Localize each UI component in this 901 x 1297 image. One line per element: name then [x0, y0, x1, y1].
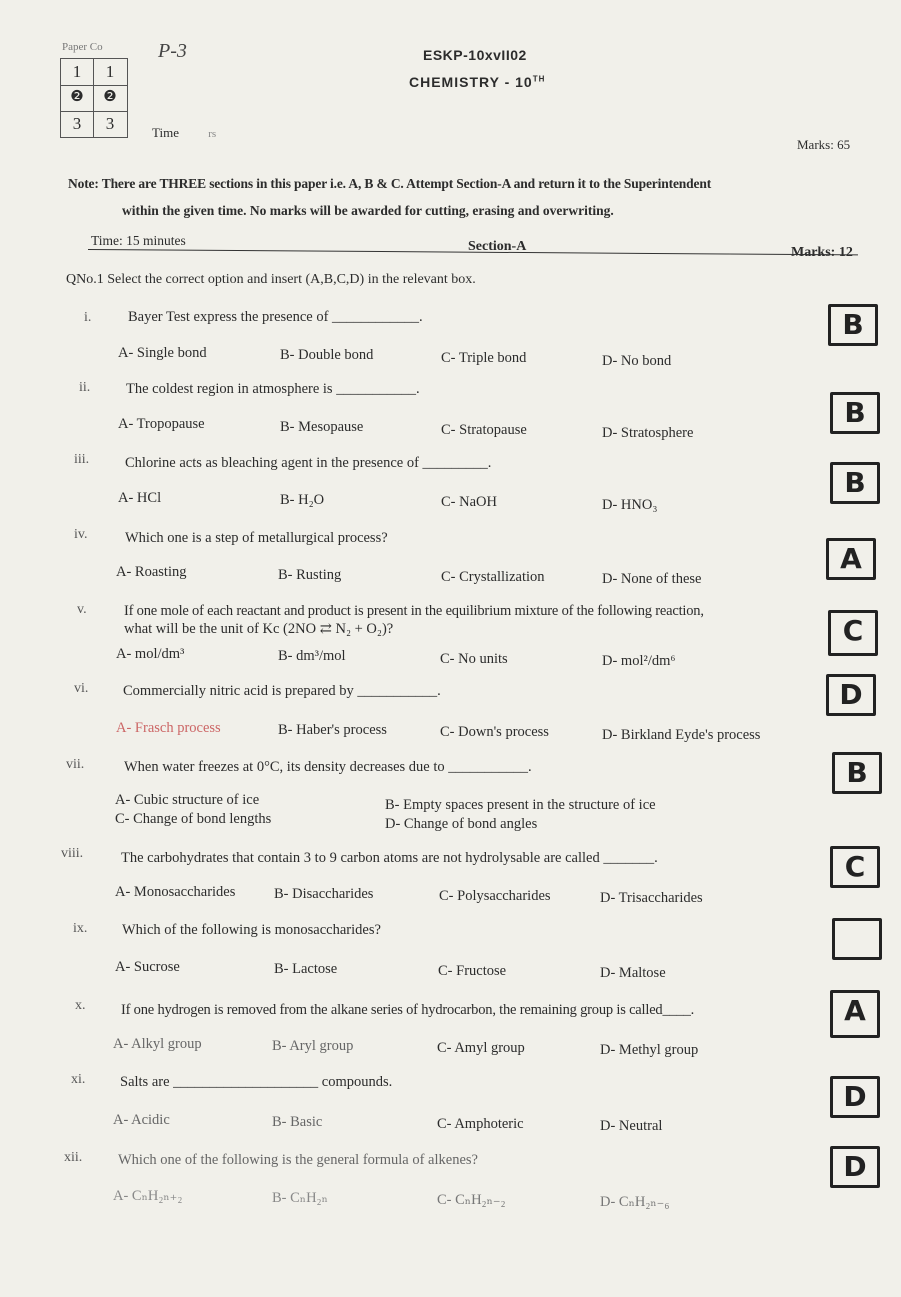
option-a: A- Acidic [113, 1112, 170, 1128]
option-c: C- Triple bond [441, 350, 527, 366]
option-a: A- mol/dm³ [116, 646, 185, 662]
option-b: B- H₂O [280, 492, 325, 508]
code-cell: 1 [105, 62, 115, 81]
option-a: A- Roasting [116, 564, 187, 580]
question-number: ix. [73, 921, 88, 936]
time-label [152, 125, 216, 141]
question-number: ii. [79, 380, 91, 395]
option-c: C- Crystallization [441, 569, 545, 585]
instruction: QNo.1 Select the correct option and insert (A,B,C,D) in the relevant box. [66, 272, 476, 287]
option-a: A- Single bond [118, 345, 207, 361]
question-number: xi. [71, 1072, 86, 1087]
code-cell: 3 [105, 114, 115, 133]
option-a: A- CₙH₂ₙ₊₂ [113, 1188, 183, 1204]
note-line-2: within the given time. No marks will be awarded for cutting, erasing and overwriting. [122, 203, 614, 218]
option-a: A- Monosaccharides [115, 884, 236, 900]
option-b: B- Double bond [280, 347, 374, 363]
answer-box[interactable]: B [832, 752, 882, 794]
option-d: D- None of these [602, 571, 702, 587]
question-number: iv. [74, 527, 88, 542]
answer-box[interactable]: C [828, 610, 878, 656]
option-b: B- dm³/mol [278, 648, 346, 664]
section-marks: Marks: 12 [791, 245, 853, 260]
option-c: C- NaOH [441, 494, 497, 510]
question-text: If one hydrogen is removed from the alkane series of hydrocarbon, the remaining group is called____. [121, 1002, 695, 1018]
option-d: D- No bond [602, 353, 672, 369]
handwritten-paper-code: P-3 [158, 40, 187, 62]
paper-code-label: Paper Co [62, 41, 103, 53]
answer-box[interactable]: A [830, 990, 880, 1038]
question-text: Salts are ____________________ compounds. [120, 1074, 393, 1090]
option-a: A- Frasch process [116, 720, 221, 736]
option-d: D- Change of bond angles [385, 816, 538, 832]
option-d: D- Trisaccharides [600, 890, 703, 906]
option-c: C- Stratopause [441, 422, 527, 438]
option-d: D- Stratosphere [602, 425, 694, 441]
question-number: vi. [74, 681, 89, 696]
section-title: Section-A [468, 239, 527, 254]
question-text: Which one is a step of metallurgical process? [125, 530, 388, 546]
question-text: Bayer Test express the presence of ____________. [128, 309, 423, 325]
answer-box[interactable]: D [830, 1146, 880, 1188]
question-text: If one mole of each reactant and product is present in the equilibrium mixture of the following reaction, [124, 603, 704, 619]
option-d: D- Neutral [600, 1118, 663, 1134]
subject-superscript: TH [532, 74, 546, 84]
option-c: C- Down's process [440, 724, 549, 740]
question-number: i. [84, 310, 92, 325]
time-label-suffix: rs [208, 128, 217, 140]
option-c: C- Amyl group [437, 1040, 525, 1056]
answer-box[interactable]: C [830, 846, 880, 888]
answer-box[interactable]: B [830, 462, 880, 504]
option-a: A- HCl [118, 490, 162, 506]
code-cell: ❷ [103, 89, 117, 105]
option-c: C- Fructose [438, 963, 507, 979]
option-b: B- Mesopause [280, 419, 364, 435]
question-text: Which of the following is monosaccharides? [122, 922, 381, 938]
subject-title [409, 74, 545, 90]
section-time: Time: 15 minutes [91, 233, 186, 248]
question-text: Chlorine acts as bleaching agent in the presence of _________. [125, 455, 492, 471]
code-cell: ❷ [70, 89, 84, 105]
option-b: B- Haber's process [278, 722, 387, 738]
option-c: C- CₙH₂ₙ₋₂ [437, 1192, 506, 1208]
option-d: D- Maltose [600, 965, 666, 981]
question-number: viii. [61, 846, 84, 861]
option-d: D- mol²/dm⁶ [602, 653, 676, 669]
option-c: C- Change of bond lengths [115, 811, 272, 827]
option-b: B- Lactose [274, 961, 338, 977]
option-b: B- CₙH₂ₙ [272, 1190, 328, 1206]
option-a: A- Tropopause [118, 416, 205, 432]
option-d: D- CₙH₂ₙ₋₆ [600, 1194, 670, 1210]
option-a: A- Alkyl group [113, 1036, 202, 1052]
option-b: B- Rusting [278, 567, 342, 583]
subject-text: CHEMISTRY - 10 [409, 74, 533, 90]
code-cell: 3 [72, 114, 82, 133]
question-text-continued: what will be the unit of Kc (2NO ⇄ N₂ + O₂)? [124, 621, 394, 637]
question-text: Commercially nitric acid is prepared by ___________. [123, 683, 441, 699]
answer-box[interactable]: B [830, 392, 880, 434]
question-number: xii. [64, 1150, 83, 1165]
option-d: D- Methyl group [600, 1042, 699, 1058]
question-text: When water freezes at 0°C, its density decreases due to ___________. [124, 759, 532, 775]
option-c: C- Amphoteric [437, 1116, 524, 1132]
code-cell: 1 [72, 62, 82, 81]
question-number: vii. [66, 757, 85, 772]
option-a: A- Cubic structure of ice [115, 792, 260, 808]
question-number: iii. [74, 452, 90, 467]
time-label-text: Time [152, 125, 179, 140]
paper-id: ESKP-10xvII02 [423, 47, 527, 63]
question-text: Which one of the following is the general formula of alkenes? [118, 1152, 478, 1168]
answer-box[interactable]: D [830, 1076, 880, 1118]
answer-box[interactable] [832, 918, 882, 960]
answer-box[interactable]: B [828, 304, 878, 346]
total-marks: Marks: 65 [797, 137, 851, 152]
paper-code-grid [60, 58, 128, 138]
option-c: C- Polysaccharides [439, 888, 551, 904]
answer-box[interactable]: D [826, 674, 876, 716]
option-c: C- No units [440, 651, 508, 667]
question-text: The coldest region in atmosphere is ___________. [126, 381, 420, 397]
note-line-1: Note: There are THREE sections in this paper i.e. A, B & C. Attempt Section-A and return it to the Superintendent [68, 176, 712, 191]
option-b: B- Empty spaces present in the structure of ice [385, 797, 656, 813]
question-number: x. [75, 998, 86, 1013]
question-number: v. [77, 602, 87, 617]
question-text: The carbohydrates that contain 3 to 9 carbon atoms are not hydrolysable are called _______. [121, 850, 658, 866]
option-d: D- Birkland Eyde's process [602, 727, 761, 743]
option-a: A- Sucrose [115, 959, 180, 975]
option-b: B- Basic [272, 1114, 323, 1130]
option-d: D- HNO₃ [602, 497, 658, 513]
option-b: B- Disaccharides [274, 886, 374, 902]
option-b: B- Aryl group [272, 1038, 354, 1054]
answer-box[interactable]: A [826, 538, 876, 580]
